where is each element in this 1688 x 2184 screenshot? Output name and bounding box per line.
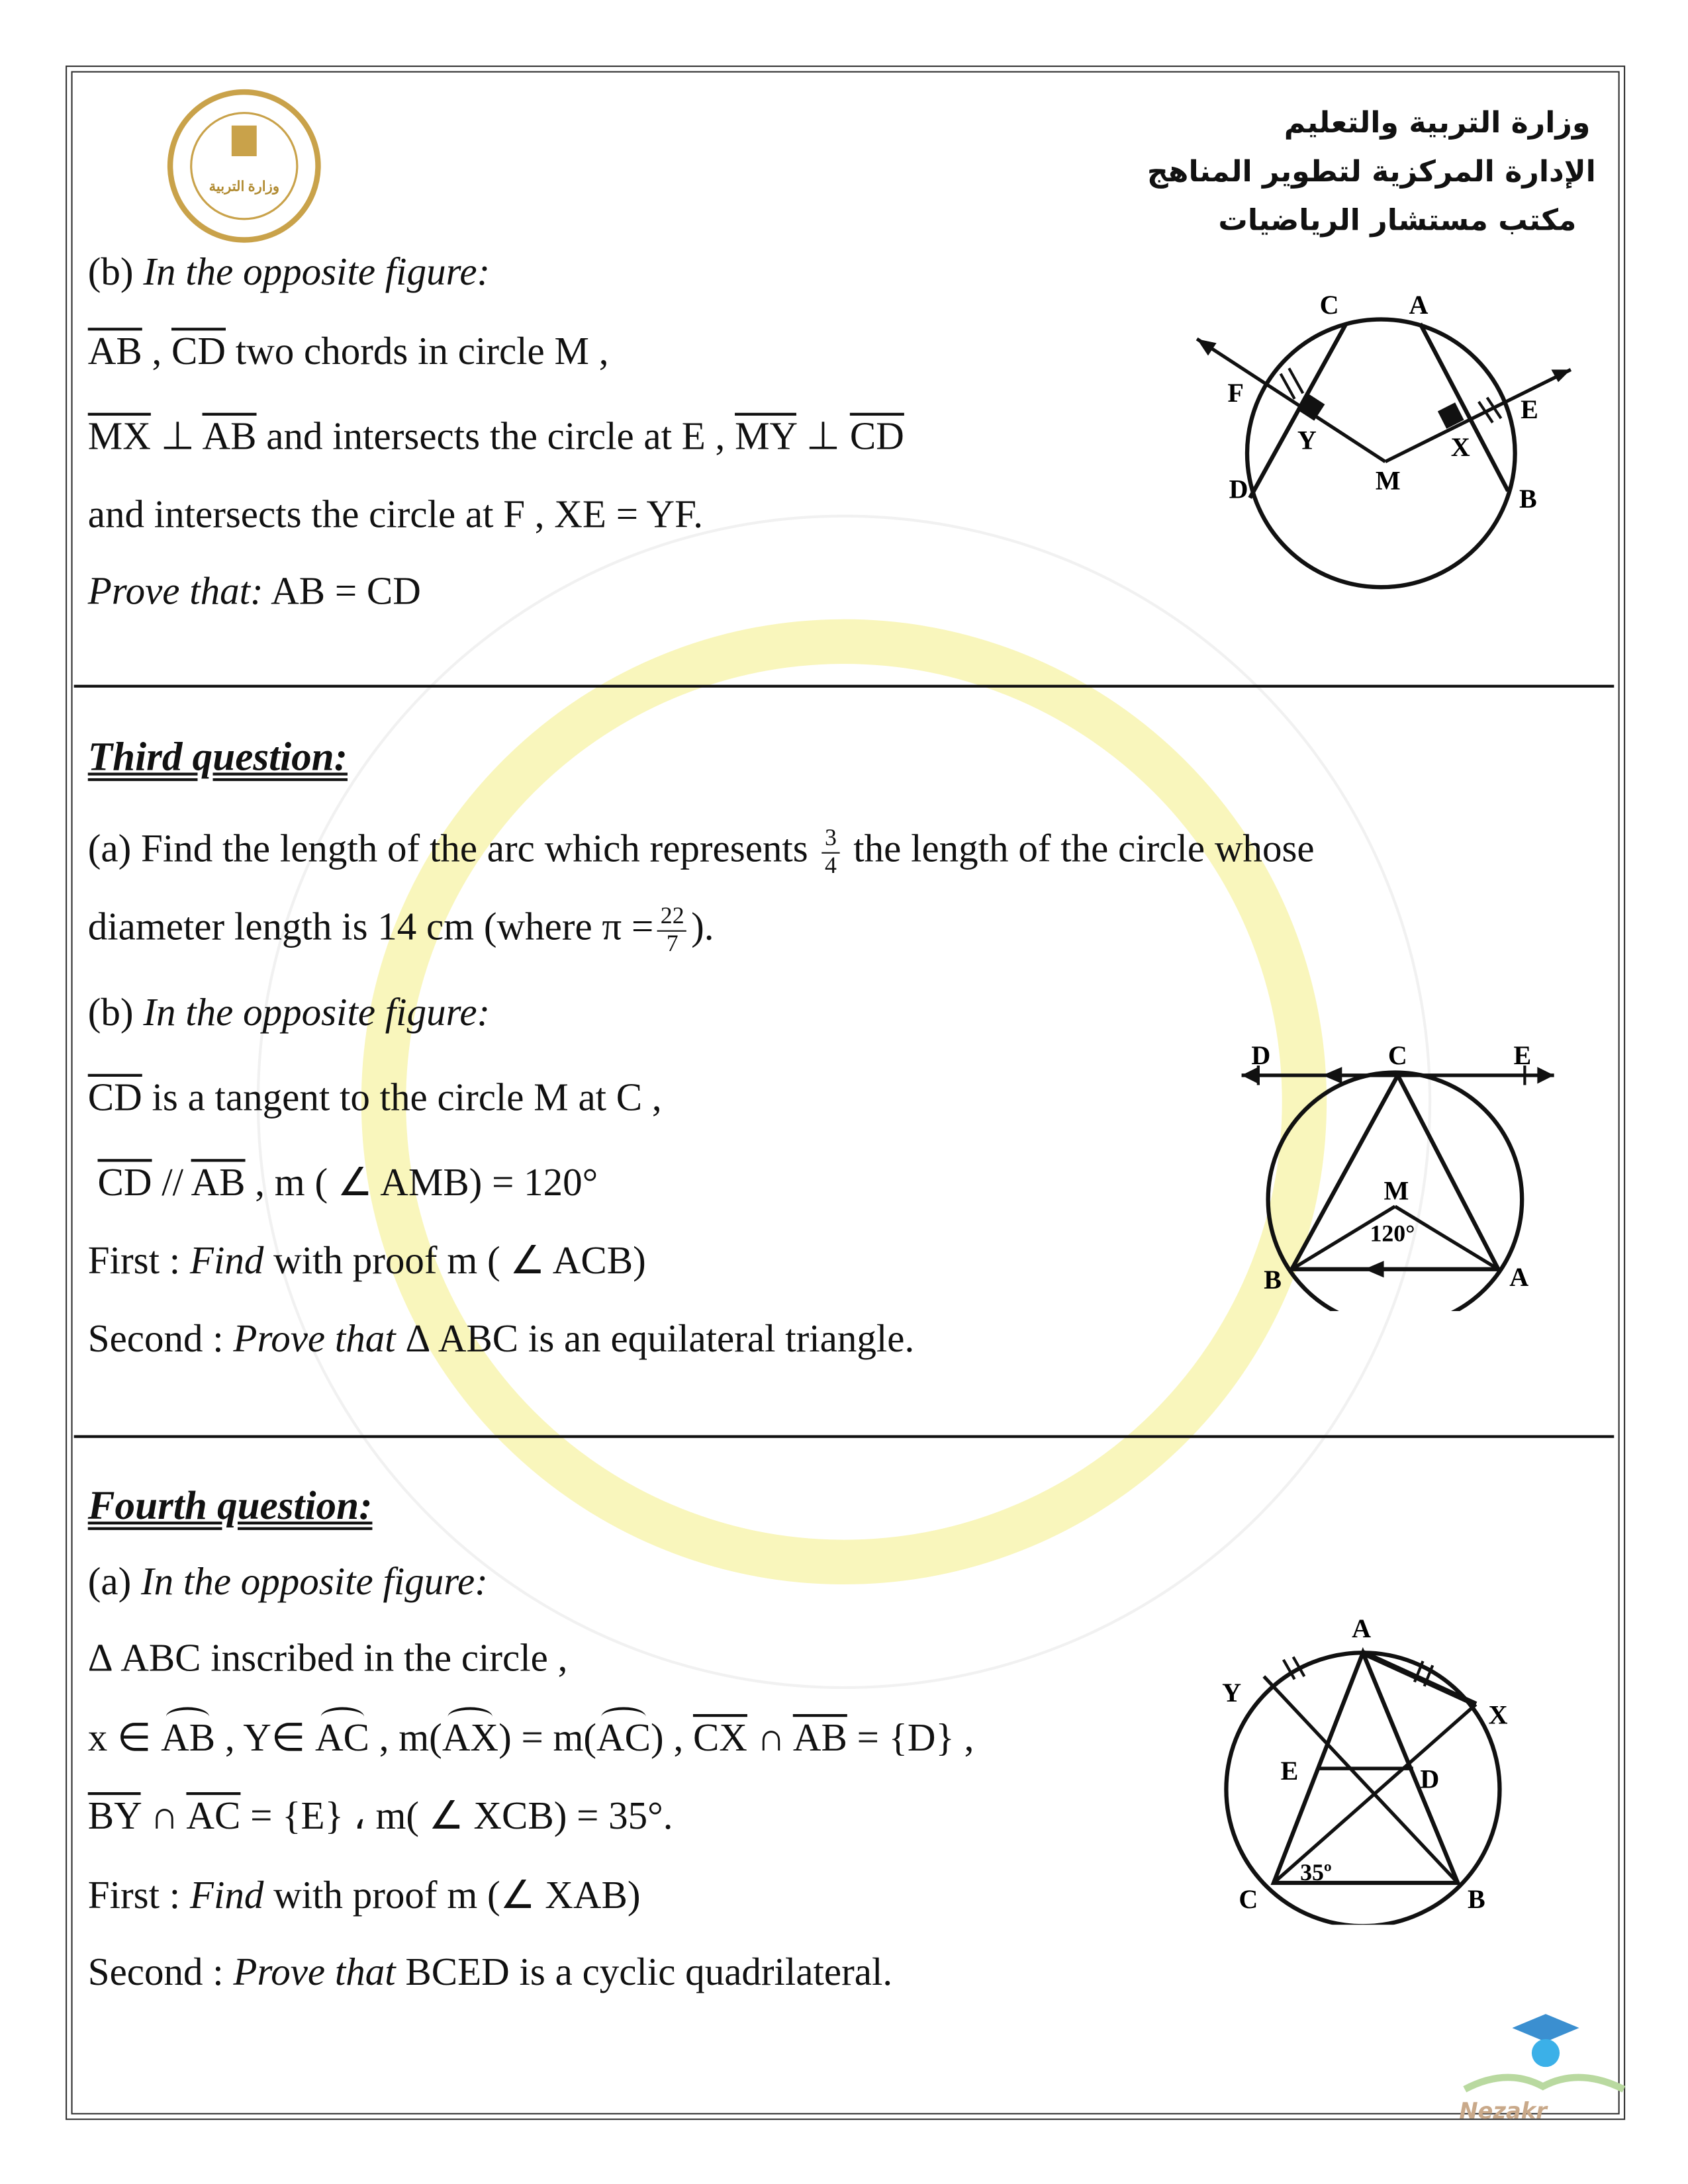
svg-text:A: A (1409, 290, 1429, 320)
fourth-question-title: Fourth question: (87, 1484, 373, 1529)
q4a-line1: Δ ABC inscribed in the circle , (87, 1637, 568, 1681)
q4a-first: First : Find with proof m (∠ XAB) (87, 1874, 641, 1918)
svg-text:D: D (1251, 1040, 1271, 1070)
q2b-prove: Prove that: AB = CD (87, 570, 421, 614)
figure-tangent (1228, 1032, 1577, 1310)
svg-text:وزارة التربية: وزارة التربية (209, 178, 280, 195)
brand-text: Nezakr (1459, 2097, 1547, 2124)
svg-text:B: B (1519, 484, 1537, 514)
q3a-line2: diameter length is 14 cm (where π = $\frac{22}{7}$ ). (87, 902, 714, 957)
ministry-logo (165, 87, 324, 246)
svg-text:E: E (1521, 394, 1538, 425)
svg-text:B: B (1264, 1265, 1282, 1295)
svg-text:B: B (1467, 1884, 1485, 1914)
q4a-second: Second : Prove that BCED is a cyclic quadrilateral. (87, 1951, 893, 1995)
q3b-second: Second : Prove that Δ ABC is an equilateral triangle. (87, 1318, 915, 1361)
svg-text:35º: 35º (1300, 1858, 1332, 1886)
svg-text:D: D (1229, 474, 1248, 504)
q4a-line3: $\overline{BY}$ ∩ $\overline{AC} = \{E\}$ ، m( ∠ XCB) = 35°. (87, 1795, 673, 1839)
q3b-intro: (b) In the opposite figure: (87, 991, 491, 1035)
q3b-first: First : Find with proof m ( ∠ ACB) (87, 1240, 646, 1283)
third-question-title: Third question: (87, 735, 348, 780)
header-ministry: وزارة التربية والتعليم (1284, 106, 1591, 140)
q2b-line2: $\overline{MX}$ ⊥ $\overline{AB}$ and intersects the circle at E , $\overline{MY}$ ⊥ $\overline{CD}$ (87, 416, 904, 459)
q3a-line1: (a) Find the length of the arc which represents $\frac{3}{4}$ the length of the circle whose (87, 824, 1315, 879)
figure-inscribed-triangle (1199, 1604, 1534, 1925)
header-department: الإدارة المركزية لتطوير المناهج (1147, 154, 1596, 189)
svg-text:120°: 120° (1370, 1220, 1415, 1247)
svg-text:M: M (1375, 465, 1401, 496)
q2b-line1: $\overline{AB}$ , $\overline{CD}$ two chords in circle M , (87, 330, 609, 374)
svg-text:C: C (1239, 1884, 1258, 1914)
footer-brand-logo (1451, 2005, 1632, 2131)
svg-text:E: E (1280, 1756, 1299, 1786)
svg-text:F: F (1227, 377, 1244, 408)
svg-text:A: A (1509, 1262, 1529, 1293)
header-office: مكتب مستشار الرياضيات (1218, 203, 1577, 238)
svg-text:D: D (1420, 1764, 1440, 1794)
svg-text:X: X (1488, 1700, 1508, 1730)
svg-text:E: E (1513, 1040, 1532, 1070)
q4a-intro: (a) In the opposite figure: (87, 1561, 488, 1604)
q3b-line1: $\overline{CD}$ is a tangent to the circle M at C , (87, 1076, 662, 1120)
svg-text:C: C (1387, 1040, 1407, 1070)
q2b-line3: and intersects the circle at F , XE = YF. (87, 494, 704, 537)
divider (74, 685, 1615, 688)
divider (74, 1435, 1615, 1438)
q3b-line2: $\overline{CD} // \overline{AB}$ , m ( ∠ AMB) = 120° (97, 1161, 598, 1205)
svg-text:C: C (1319, 290, 1339, 320)
q4a-line2: x ∈ AB , Y∈ AC , m(AX) = m(AC) , $\overline{CX}$ ∩ $\overline{AB} = \{D\}$ , (87, 1717, 974, 1760)
svg-text:Y: Y (1297, 425, 1317, 455)
figure-chords (1172, 279, 1604, 614)
svg-text:X: X (1450, 432, 1470, 463)
svg-text:M: M (1383, 1175, 1409, 1206)
svg-text:A: A (1352, 1614, 1371, 1644)
svg-text:Y: Y (1222, 1678, 1242, 1708)
q2b-intro: (b) In the opposite figure: (87, 251, 491, 295)
